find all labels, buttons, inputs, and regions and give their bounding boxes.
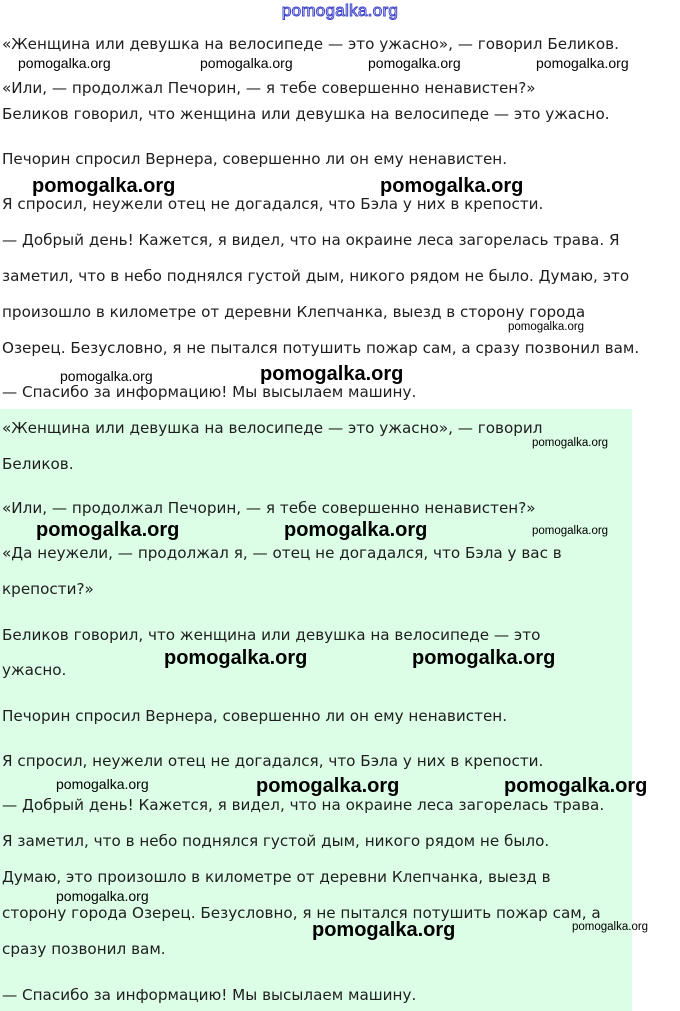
text-line: — Спасибо за информацию! Мы высылаем машину. (2, 383, 417, 401)
text-line: сразу позвонил вам. (2, 940, 166, 958)
watermark: pomogalka.org (200, 55, 293, 71)
text-line: Я спросил, неужели отец не догадался, что Бэла у них в крепости. (2, 752, 544, 770)
text-line: «Или, — продолжал Печорин, — я тебе совершенно ненавистен?» (2, 79, 536, 97)
watermark: pomogalka.org (18, 55, 111, 71)
site-logo[interactable]: pomogalka.org (281, 1, 399, 20)
watermark: pomogalka.org (60, 368, 153, 384)
text-line: заметил, что в небо поднялся густой дым, никого рядом не было. Думаю, это (2, 267, 630, 285)
text-line: Я спросил, неужели отец не догадался, что Бэла у них в крепости. (2, 195, 544, 213)
text-line: Печорин спросил Вернера, совершенно ли он ему ненавистен. (2, 707, 508, 725)
watermark: pomogalka.org (532, 525, 609, 537)
text-line: — Добрый день! Кажется, я видел, что на окраине леса загорелась трава. (2, 796, 605, 814)
watermark: pomogalka.org (536, 55, 629, 71)
text-line: «Или, — продолжал Печорин, — я тебе совершенно ненавистен?» (2, 499, 536, 517)
watermark: pomogalka.org (504, 775, 648, 797)
text-line: крепости?» (2, 580, 94, 598)
text-line: Беликов говорил, что женщина или девушка на велосипеде — это (2, 626, 541, 644)
watermark: pomogalka.org (312, 919, 456, 941)
watermark: pomogalka.org (260, 363, 404, 385)
text-line: произошло в километре от деревни Клепчанка, выезд в сторону города (2, 303, 586, 321)
watermark: pomogalka.org (36, 519, 180, 541)
watermark: pomogalka.org (368, 55, 461, 71)
watermark: pomogalka.org (256, 775, 400, 797)
watermark: pomogalka.org (532, 437, 609, 449)
watermark: pomogalka.org (380, 175, 524, 197)
watermark: pomogalka.org (284, 519, 428, 541)
text-line: «Да неужели, — продолжал я, — отец не догадался, что Бэла у вас в (2, 544, 562, 562)
text-line: Озерец. Безусловно, я не пытался потушить пожар сам, а сразу позвонил вам. (2, 339, 640, 357)
text-line: сторону города Озерец. Безусловно, я не пытался потушить пожар сам, а (2, 904, 601, 922)
text-line: ужасно. (2, 661, 67, 679)
watermark: pomogalka.org (412, 647, 556, 669)
text-line: Я заметил, что в небо поднялся густой дым, никого рядом не было. (2, 832, 550, 850)
watermark: pomogalka.org (32, 175, 176, 197)
text-line: — Добрый день! Кажется, я видел, что на окраине леса загорелась трава. Я (2, 231, 620, 249)
watermark: pomogalka.org (164, 647, 308, 669)
text-line: Беликов. (2, 455, 74, 473)
text-line: «Женщина или девушка на велосипеде — это ужасно», — говорил Беликов. (2, 35, 619, 53)
text-line: — Спасибо за информацию! Мы высылаем машину. (2, 986, 417, 1004)
watermark: pomogalka.org (572, 921, 649, 933)
watermark: pomogalka.org (56, 776, 149, 792)
text-line: Беликов говорил, что женщина или девушка на велосипеде — это ужасно. (2, 105, 610, 123)
text-line: Думаю, это произошло в километре от деревни Клепчанка, выезд в (2, 868, 551, 886)
text-line: Печорин спросил Вернера, совершенно ли он ему ненавистен. (2, 150, 508, 168)
watermark: pomogalka.org (508, 321, 585, 333)
text-line: «Женщина или девушка на велосипеде — это ужасно», — говорил (2, 419, 543, 437)
watermark: pomogalka.org (56, 888, 149, 904)
